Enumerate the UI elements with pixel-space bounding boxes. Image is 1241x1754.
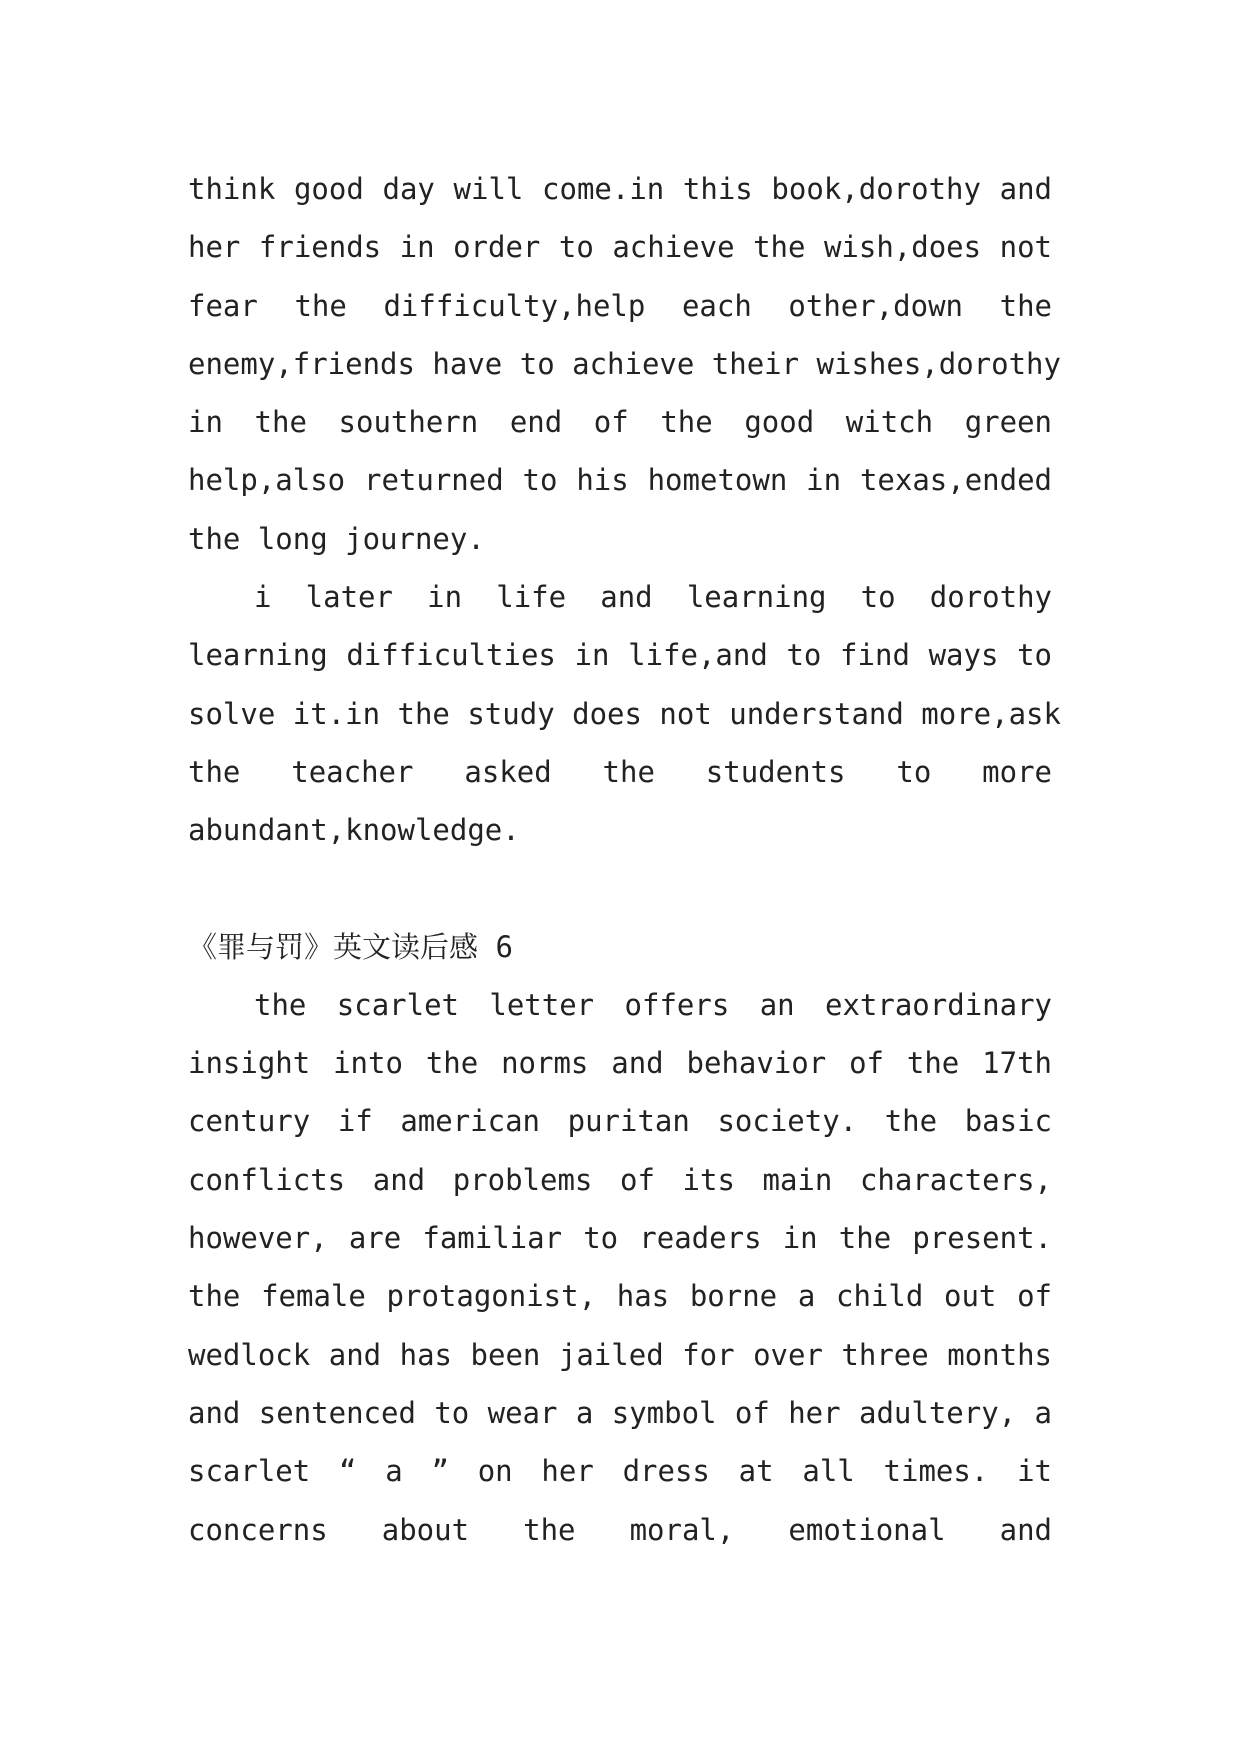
text-line: concerns about the moral, emotional and (188, 1512, 1052, 1547)
text-line: solve it.in the study does not understand more,ask (188, 696, 1061, 731)
text-line: however, are familiar to readers in the present. (188, 1221, 1052, 1256)
text-line: conflicts and problems of its main characters, (188, 1162, 1052, 1197)
section-heading: 《罪与罚》英文读后感 6 (188, 929, 513, 964)
text-line: in the southern end of the good witch green (188, 405, 1052, 440)
text-line: think good day will come.in this book,dorothy and (188, 172, 1052, 206)
text-line: the female protagonist, has borne a child out of (188, 1279, 1052, 1314)
text-line: wedlock and has been jailed for over three months (188, 1337, 1052, 1372)
text-line: the long journey. (188, 521, 485, 556)
text-line: abundant,knowledge. (188, 813, 520, 848)
text-line: and sentenced to wear a symbol of her adultery, a (188, 1395, 1052, 1430)
paragraph-3 (188, 976, 1052, 1559)
text-line: the scarlet letter offers an extraordinary (254, 987, 1052, 1022)
text-line: i later in life and learning to dorothy (254, 580, 1052, 615)
text-line: help,also returned to his hometown in texas,ended (188, 463, 1052, 498)
paragraph-2 (188, 568, 1061, 859)
text-line: the teacher asked the students to more (188, 754, 1052, 789)
text-line: fear the difficulty,help each other,down the (188, 288, 1052, 323)
paragraph-1 (188, 160, 1061, 568)
paragraph-gap (188, 860, 1052, 918)
text-line: insight into the norms and behavior of the 17th (188, 1046, 1052, 1081)
document-page (188, 160, 1061, 1559)
text-line: enemy,friends have to achieve their wishes,dorothy (188, 346, 1061, 381)
text-line: century if american puritan society. the basic (188, 1104, 1052, 1139)
text-line: scarlet “ a ” on her dress at all times. it (188, 1454, 1052, 1489)
text-line: her friends in order to achieve the wish,does not (188, 230, 1052, 265)
text-line: learning difficulties in life,and to find ways to (188, 638, 1052, 673)
